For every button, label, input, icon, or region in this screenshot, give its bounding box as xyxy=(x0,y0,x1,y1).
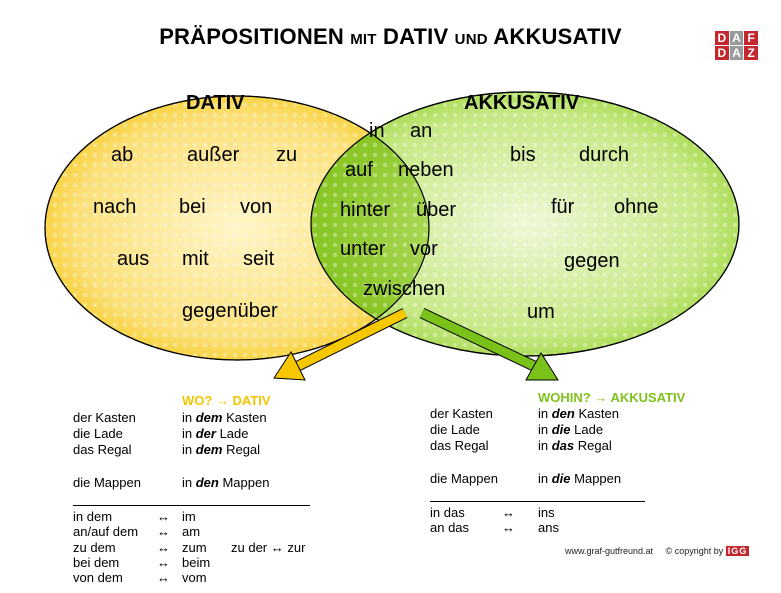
akkusativ-noun: das Regal xyxy=(430,438,489,453)
logo-letter: A xyxy=(730,31,744,45)
contraction-arrow: ↔ xyxy=(157,570,170,585)
akkusativ-section-title: WOHIN? → AKKUSATIV xyxy=(538,390,686,405)
logo-letter: D xyxy=(715,31,729,45)
dativ-word: gegenüber xyxy=(182,300,278,322)
footer xyxy=(565,546,749,556)
contraction-full: in dem xyxy=(73,509,113,524)
akkusativ-word: um xyxy=(527,301,555,323)
both-word: zwischen xyxy=(363,278,446,300)
dativ-word: seit xyxy=(243,248,275,270)
igg-badge: IGG xyxy=(727,546,748,556)
akkusativ-phrase: in die Lade xyxy=(538,422,604,437)
akkusativ-noun: die Mappen xyxy=(430,471,498,486)
dativ-noun: die Mappen xyxy=(73,475,141,490)
both-word: neben xyxy=(398,159,454,181)
akkusativ-noun: die Lade xyxy=(430,422,480,437)
footer-url[interactable]: www.graf-gutfreund.at xyxy=(565,546,654,556)
both-word: an xyxy=(410,120,433,142)
contraction-short: zum xyxy=(182,540,207,555)
both-word: unter xyxy=(340,238,386,260)
dativ-word: ab xyxy=(111,144,134,166)
contraction-full: in das xyxy=(430,505,465,520)
dativ-noun: das Regal xyxy=(73,442,132,457)
both-word: auf xyxy=(345,159,373,181)
contraction-arrow: ↔ xyxy=(157,540,170,555)
dativ-word: nach xyxy=(93,196,137,218)
contraction-full: an das xyxy=(430,520,470,535)
dativ-word: mit xyxy=(182,248,209,270)
dativ-phrase: in der Lade xyxy=(182,426,249,441)
dativ-phrase: in dem Kasten xyxy=(182,410,267,425)
dativ-word: von xyxy=(240,196,273,218)
dativ-word: aus xyxy=(117,248,150,270)
akkusativ-phrase: in den Kasten xyxy=(538,406,619,421)
akkusativ-heading: AKKUSATIV xyxy=(464,92,580,114)
dativ-section-title: WO? → DATIV xyxy=(182,393,271,408)
contraction-short: ins xyxy=(538,505,555,520)
contraction-arrow: ↔ xyxy=(502,505,515,520)
both-word: hinter xyxy=(340,199,391,221)
contraction-full: zu dem xyxy=(73,540,116,555)
dativ-heading: DATIV xyxy=(186,92,245,114)
title-dativ: DATIV xyxy=(382,24,449,49)
logo-letter: Z xyxy=(744,46,758,60)
logo-letter: D xyxy=(715,46,729,60)
contraction-arrow: ↔ xyxy=(157,524,170,539)
contraction-arrow: ↔ xyxy=(502,520,515,535)
dativ-phrase: in den Mappen xyxy=(182,475,270,490)
dativ-phrase: in dem Regal xyxy=(182,442,261,457)
akkusativ-word: bis xyxy=(510,144,536,166)
logo-letter: A xyxy=(730,46,744,60)
contraction-short: beim xyxy=(182,555,211,570)
title-main: PRÄPOSITIONEN xyxy=(159,24,344,49)
dativ-word: bei xyxy=(179,196,206,218)
contraction-extra: zu der ↔ zur xyxy=(231,540,306,555)
contraction-short: vom xyxy=(182,570,207,585)
footer-copyright: © copyright by xyxy=(665,546,724,556)
akkusativ-word: durch xyxy=(579,144,630,166)
akkusativ-divider xyxy=(430,501,645,502)
akkusativ-word: für xyxy=(551,196,575,218)
contraction-full: bei dem xyxy=(73,555,120,570)
contraction-short: im xyxy=(182,509,196,524)
contraction-full: von dem xyxy=(73,570,123,585)
both-word: in xyxy=(369,120,385,142)
both-word: über xyxy=(416,199,457,221)
title-und: UND xyxy=(454,31,488,48)
contraction-arrow: ↔ xyxy=(157,509,170,524)
contraction-short: am xyxy=(182,524,201,539)
akkusativ-phrase: in das Regal xyxy=(538,438,612,453)
dativ-word: zu xyxy=(276,144,298,166)
akkusativ-word: ohne xyxy=(614,196,659,218)
contraction-arrow: ↔ xyxy=(157,555,170,570)
contraction-short: ans xyxy=(538,520,559,535)
akkusativ-phrase: in die Mappen xyxy=(538,471,622,486)
contraction-full: an/auf dem xyxy=(73,524,139,539)
dativ-noun: der Kasten xyxy=(73,410,136,425)
akkusativ-word: gegen xyxy=(564,250,620,272)
title-mit: MIT xyxy=(350,31,377,48)
dativ-divider xyxy=(73,505,310,506)
title-akkusativ: AKKUSATIV xyxy=(493,24,622,49)
both-word: vor xyxy=(410,238,438,260)
akkusativ-noun: der Kasten xyxy=(430,406,493,421)
dativ-noun: die Lade xyxy=(73,426,123,441)
logo-letter: F xyxy=(744,31,758,45)
dativ-word: außer xyxy=(187,144,240,166)
